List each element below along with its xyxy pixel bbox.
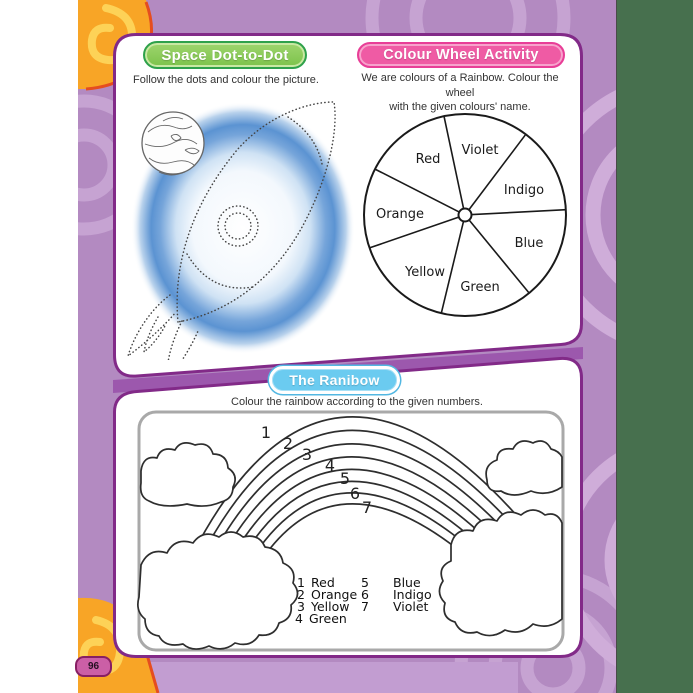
dot-to-dot-title-label: Space Dot-to-Dot (161, 46, 289, 64)
rocket-dot-to-dot-picture (115, 88, 355, 360)
band-number-5: 5 (339, 469, 351, 488)
band-number-3: 3 (301, 445, 313, 464)
wheel-label-indigo: Indigo (503, 183, 545, 198)
colour-wheel-instruction (347, 71, 573, 115)
wheel-hub (459, 209, 472, 222)
planet-icon (142, 112, 204, 175)
wheel-label-red: Red (415, 152, 441, 167)
page-number-badge (75, 656, 112, 677)
wheel-label-orange: Orange (375, 207, 425, 222)
legend-num: 5 (361, 575, 369, 590)
legend-num: 6 (361, 587, 369, 602)
wheel-label-green: Green (460, 280, 500, 295)
legend-name: Violet (393, 599, 429, 614)
page-number: 96 (87, 661, 100, 672)
colour-wheel-title (357, 42, 565, 68)
rainbow-title (269, 366, 400, 394)
rainbow-title-label: The Ranibow (289, 372, 380, 388)
dot-to-dot-instruction: Follow the dots and colour the picture. (133, 74, 319, 86)
wheel-label-blue: Blue (514, 236, 544, 251)
band-number-6: 6 (349, 484, 361, 503)
colour-wheel (355, 107, 580, 325)
colour-wheel-instruction-line2: with the given colours' name. (389, 101, 531, 114)
legend-name: Yellow (311, 599, 350, 614)
wheel-label-violet: Violet (461, 143, 499, 158)
legend-name: Green (309, 611, 347, 626)
legend-name: Red (311, 575, 335, 590)
legend-num: 1 (297, 575, 305, 590)
wheel-label-yellow: Yellow (404, 265, 446, 280)
legend-num: 4 (295, 611, 303, 626)
legend-num: 2 (297, 587, 305, 602)
colour-wheel-title-label: Colour Wheel Activity (383, 47, 539, 63)
band-number-2: 2 (282, 434, 294, 453)
band-number-1: 1 (260, 423, 272, 442)
rainbow-picture (135, 405, 567, 657)
dot-to-dot-title (143, 41, 307, 69)
legend-name: Blue (393, 575, 421, 590)
legend-num: 7 (361, 599, 369, 614)
legend-name: Orange (311, 587, 358, 602)
legend-num: 3 (297, 599, 305, 614)
band-number-4: 4 (324, 456, 336, 475)
rocket-fin-small (144, 317, 166, 352)
legend-name: Indigo (393, 587, 432, 602)
band-number-7: 7 (361, 498, 373, 517)
rainbow-instruction: Colour the rainbow according to the given numbers. (231, 396, 483, 408)
colour-wheel-instruction-line1: We are colours of a Rainbow. Colour the wheel (361, 72, 559, 99)
